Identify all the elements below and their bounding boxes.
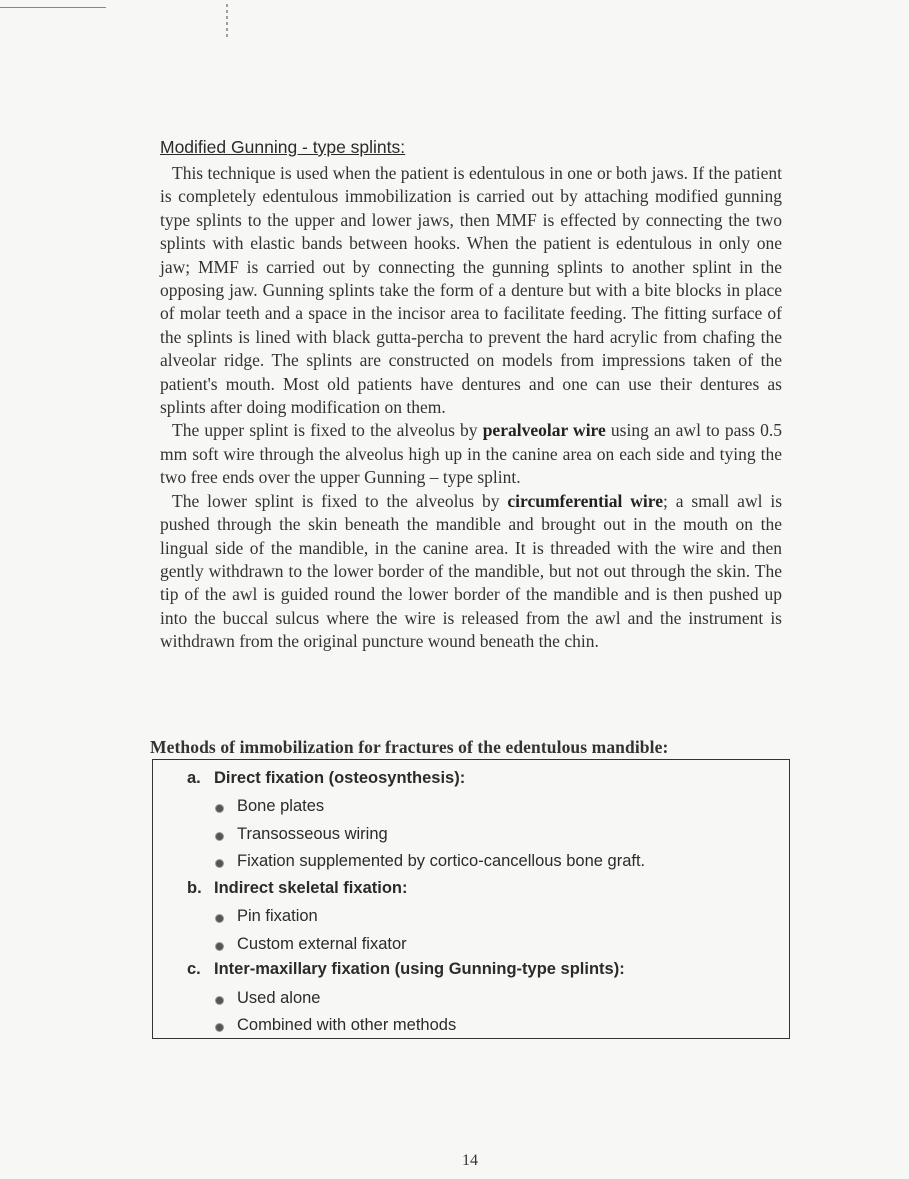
list-item (237, 852, 645, 871)
bullet-icon (215, 832, 224, 841)
category-indirect-fixation (187, 879, 407, 898)
list-item-text: Fixation supplemented by cortico-cancellous bone graft. (237, 852, 646, 870)
list-item-text: Bone plates (237, 797, 325, 815)
bullet-icon (215, 859, 224, 868)
paragraph-upper-splint (160, 419, 782, 489)
lower-splint-text-end: ; a small awl is pushed through the skin beneath the mandible and brought out in the mouth on the lingual side of the mandible, in the canine area. It is threaded with the wire and then gently withdrawn to the lower border of the mandible, but not out through the skin. The tip of the awl is guided round the lower border of the mandible and is then pushed up into the buccal sulcus where the wire is released from the awl and the instrument is withdrawn from the original puncture wound beneath the chin. (160, 490, 783, 652)
bullet-icon (215, 804, 224, 813)
scan-artifact-line (0, 7, 106, 8)
bullet-icon (215, 996, 224, 1005)
bullet-icon (215, 914, 224, 923)
scan-artifact-mark (226, 4, 228, 38)
list-item-text: Pin fixation (237, 907, 318, 925)
list-item-text: Custom external fixator (237, 935, 407, 953)
list-item (237, 989, 320, 1008)
peralveolar-wire-term: peralveolar wire (482, 420, 606, 441)
list-item (237, 825, 388, 844)
upper-splint-text-end: using an awl to pass 0.5 mm soft wire through the alveolus high up in the canine area on each side and tying the two free ends over the upper Gunning – type splint. (160, 420, 782, 488)
list-item-text: Used alone (237, 989, 321, 1007)
category-letter: b. (187, 879, 202, 897)
paragraph-lower-splint (160, 490, 782, 654)
section-heading: Modified Gunning - type splints: (160, 137, 406, 157)
methods-box (152, 759, 790, 1039)
list-item (237, 907, 318, 926)
paragraph-technique: This technique is used when the patient is edentulous in one or both jaws. If the patient is completely edentulous immobilization is carried out by attaching modified gunning type splints to the upper and lower jaws, then MMF is effected by connecting the two splints with elastic bands between hooks. When the patient is edentulous in only one jaw; MMF is carried out by connecting the gunning splints to another splint in the opposing jaw. Gunning splints take the form of a denture but with a bite blocks in place of molar teeth and a space in the incisor area to facilitate feeding. The fitting surface of the splints is lined with black gutta-percha to prevent the hard acrylic from chafing the alveolar ridge. The splints are constructed on models from impressions taken of the patient's mouth. Most old patients have dentures and one can use their dentures as splints after doing modification on them. (160, 163, 782, 418)
circumferential-wire-term: circumferential wire (507, 490, 663, 511)
gunning-splints-section (160, 137, 782, 654)
list-item (237, 935, 407, 954)
bullet-icon (215, 942, 224, 951)
list-item-text: Combined with other methods (237, 1016, 457, 1034)
category-letter: c. (187, 960, 201, 978)
upper-splint-text-start: The upper splint is fixed to the alveolus by (172, 420, 483, 441)
category-intermaxillary-fixation (187, 960, 625, 979)
list-item (237, 1016, 456, 1035)
bullet-icon (215, 1023, 224, 1032)
category-label: Indirect skeletal fixation: (214, 879, 408, 897)
methods-title: Methods of immobilization for fractures of the edentulous mandible: (150, 737, 669, 757)
category-direct-fixation (187, 769, 465, 788)
lower-splint-text-start: The lower splint is fixed to the alveolus by (172, 490, 508, 511)
category-letter: a. (187, 769, 201, 787)
category-label: Inter-maxillary fixation (using Gunning-type splints): (214, 960, 625, 978)
page-number: 14 (462, 1152, 478, 1169)
category-label: Direct fixation (osteosynthesis): (214, 769, 466, 787)
list-item (237, 797, 324, 816)
list-item-text: Transosseous wiring (237, 825, 388, 843)
